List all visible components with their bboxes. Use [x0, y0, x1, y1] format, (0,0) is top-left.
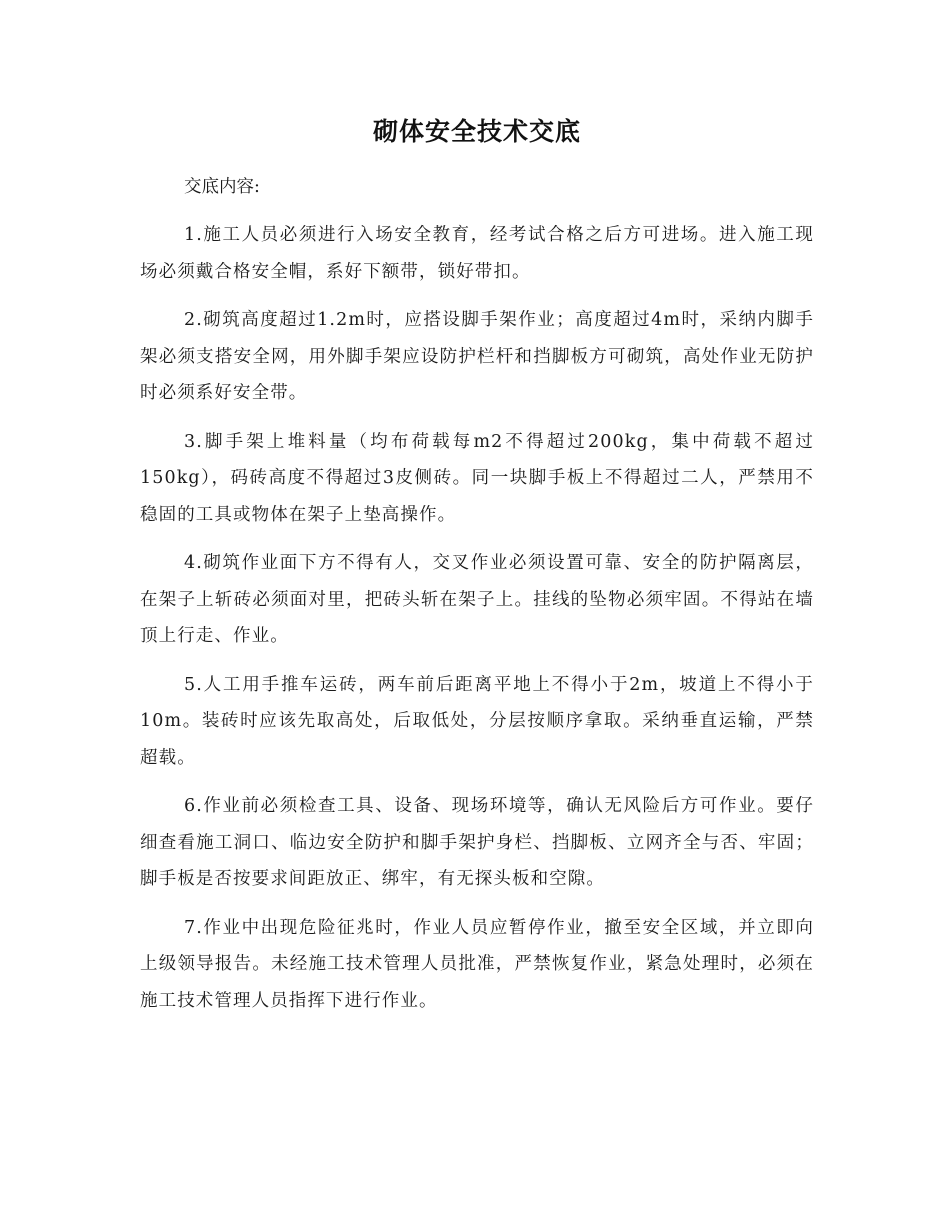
intro-label: 交底内容:: [184, 177, 260, 197]
clause-2: 2.砌筑高度超过1.2m时，应搭设脚手架作业；高度超过4m时，采纳内脚手架必须支搭安全网，用外脚手架应设防护栏杆和挡脚板方可砌筑，高处作业无防护时必须系好安全带。: [140, 310, 814, 403]
document-body: [140, 108, 814, 1019]
clause-7: 7.作业中出现危险征兆时，作业人员应暂停作业，撤至安全区域，并立即向上级领导报告。未经施工技术管理人员批准，严禁恢复作业，紧急处理时，必须在施工技术管理人员指挥下进行作业。: [140, 917, 814, 1011]
clause-4: 4.砌筑作业面下方不得有人，交叉作业必须设置可靠、安全的防护隔离层，在架子上斩砖必须面对里，把砖头斩在架子上。挂线的坠物必须牢固。不得站在墙顶上行走、作业。: [140, 553, 814, 646]
document-title: 砌体安全技术交底: [372, 117, 581, 146]
clause-6: 6.作业前必须检查工具、设备、现场环境等，确认无风险后方可作业。要仔细查看施工洞口、临边安全防护和脚手架护身栏、挡脚板、立网齐全与否、牢固；脚手板是否按要求间距放正、绑牢，有无探头板和空隙。: [140, 796, 814, 889]
clause-1: 1.施工人员必须进行入场安全教育，经考试合格之后方可进场。进入施工现场必须戴合格安全帽，系好下额带，锁好带扣。: [140, 225, 814, 282]
clause-3: 3.脚手架上堆料量（均布荷载每m2不得超过200kg，集中荷载不超过150kg），码砖高度不得超过3皮侧砖。同一块脚手板上不得超过二人，严禁用不稳固的工具或物体在架子上垫高操作。: [140, 431, 814, 525]
clause-5: 5.人工用手推车运砖，两车前后距离平地上不得小于2m，坡道上不得小于10m。装砖时应该先取高处，后取低处，分层按顺序拿取。采纳垂直运输，严禁超载。: [140, 674, 814, 768]
